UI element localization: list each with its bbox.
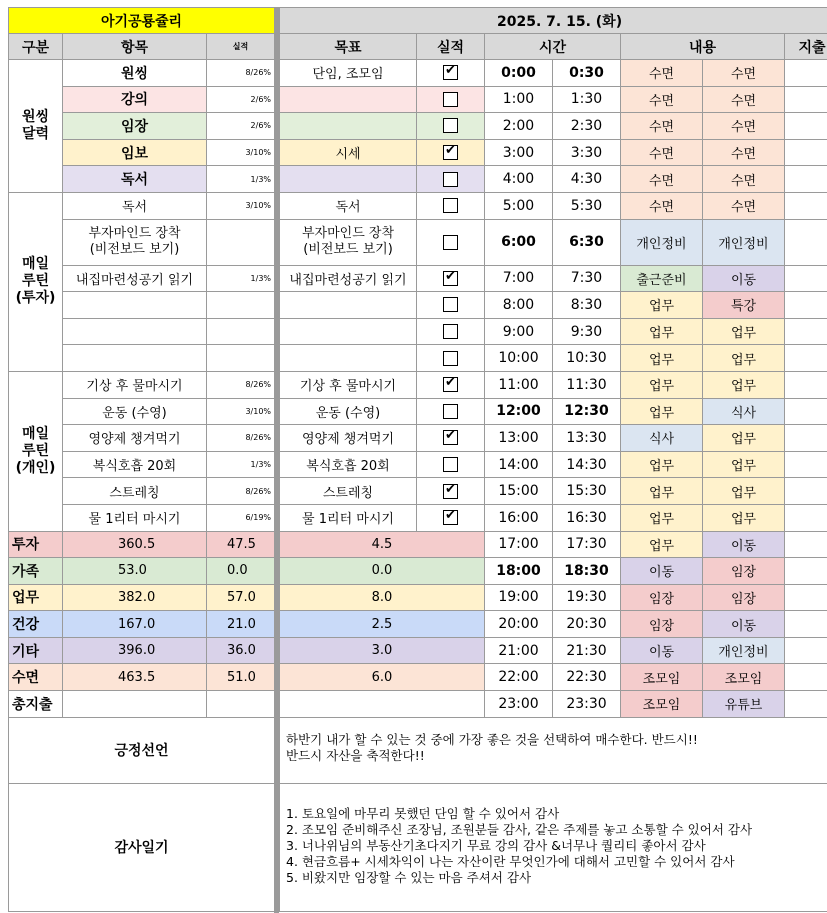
time-end: 7:30: [553, 265, 621, 292]
schedule-row: [280, 345, 827, 372]
result-checkbox-cell: [417, 292, 485, 319]
item-perf: 8/26%: [207, 478, 275, 505]
result-checkbox-cell: [417, 219, 485, 265]
schedule-row: [280, 478, 827, 505]
content-second-half[interactable]: 조모임: [703, 664, 785, 691]
category-total: 360.5: [63, 531, 207, 558]
content-first-half[interactable]: 조모임: [621, 691, 703, 718]
item-perf: 1/3%: [207, 166, 275, 193]
category-name: 기타: [9, 637, 63, 664]
time-end: 18:30: [553, 558, 621, 585]
checkbox[interactable]: [443, 484, 458, 499]
category-name: 수면: [9, 664, 63, 691]
content-second-half[interactable]: 업무: [703, 504, 785, 531]
category-goal-total: 3.0: [280, 637, 485, 664]
spend-cell[interactable]: [785, 611, 827, 638]
spend-cell[interactable]: [785, 691, 827, 718]
category-total: 396.0: [63, 637, 207, 664]
checkbox[interactable]: [443, 198, 458, 213]
content-second-half[interactable]: 개인정비: [703, 219, 785, 265]
time-start: 3:00: [485, 139, 553, 166]
category-goal-total: 6.0: [280, 664, 485, 691]
goal-text[interactable]: 독서: [280, 192, 417, 219]
schedule-row: [280, 113, 827, 140]
result-checkbox-cell: [417, 345, 485, 372]
time-start: 14:00: [485, 451, 553, 478]
checkbox[interactable]: [443, 92, 458, 107]
checkbox[interactable]: [443, 404, 458, 419]
goal-text[interactable]: 부자마인드 장착 (비전보드 보기): [280, 219, 417, 265]
category-daily: 47.5: [207, 531, 275, 558]
gratitude-item: 1. 토요일에 마무리 못했던 단임 할 수 있어서 감사: [286, 805, 560, 821]
result-checkbox-cell: [417, 166, 485, 193]
goal-text[interactable]: 물 1리터 마시기: [280, 504, 417, 531]
category-total: 382.0: [63, 584, 207, 611]
group-label: 매일 루틴 (개인): [9, 371, 63, 531]
content-first-half[interactable]: 임장: [621, 611, 703, 638]
item-perf: 3/10%: [207, 192, 275, 219]
spend-cell[interactable]: [785, 531, 827, 558]
schedule-row: [280, 691, 827, 718]
item-label: 독서: [63, 192, 207, 219]
content-first-half[interactable]: 수면: [621, 192, 703, 219]
goal-text[interactable]: [280, 166, 417, 193]
category-daily: 36.0: [207, 637, 275, 664]
header-item: 항목: [63, 34, 207, 60]
category-row: [9, 691, 275, 718]
schedule-row: [280, 425, 827, 452]
time-start: 16:00: [485, 504, 553, 531]
schedule-row: [280, 86, 827, 113]
time-end: 15:30: [553, 478, 621, 505]
content-second-half[interactable]: 업무: [703, 345, 785, 372]
time-start: 13:00: [485, 425, 553, 452]
time-start: 2:00: [485, 113, 553, 140]
result-checkbox-cell: [417, 139, 485, 166]
result-checkbox-cell: [417, 478, 485, 505]
category-daily: 51.0: [207, 664, 275, 691]
result-checkbox-cell: [417, 504, 485, 531]
content-first-half[interactable]: 출근준비: [621, 265, 703, 292]
goal-text[interactable]: 내집마련성공기 읽기: [280, 265, 417, 292]
goal-text[interactable]: 복식호흡 20회: [280, 451, 417, 478]
header-content: 내용: [621, 34, 785, 60]
time-end: 1:30: [553, 86, 621, 113]
time-start: 18:00: [485, 558, 553, 585]
time-end: 16:30: [553, 504, 621, 531]
goal-text[interactable]: [280, 113, 417, 140]
checkbox[interactable]: [443, 65, 458, 80]
category-total: 167.0: [63, 611, 207, 638]
time-start: 11:00: [485, 371, 553, 398]
goal-text[interactable]: [280, 292, 417, 319]
spend-cell[interactable]: [785, 113, 827, 140]
time-end: 23:30: [553, 691, 621, 718]
item-label: [63, 318, 207, 345]
spend-cell[interactable]: [785, 664, 827, 691]
content-first-half[interactable]: 업무: [621, 531, 703, 558]
item-label: 물 1리터 마시기: [63, 504, 207, 531]
schedule-row: [280, 139, 827, 166]
time-start: 20:00: [485, 611, 553, 638]
item-label: 복식호흡 20회: [63, 451, 207, 478]
goal-text[interactable]: 기상 후 물마시기: [280, 371, 417, 398]
time-end: 3:30: [553, 139, 621, 166]
result-checkbox-cell: [417, 425, 485, 452]
item-perf: 8/26%: [207, 371, 275, 398]
spend-cell[interactable]: [785, 265, 827, 292]
schedule-row: [280, 398, 827, 425]
group-label: 원씽 달력: [9, 60, 63, 193]
category-goal-total: [280, 691, 485, 718]
content-first-half[interactable]: 이동: [621, 558, 703, 585]
checkbox[interactable]: [443, 510, 458, 525]
item-label: 원씽: [63, 60, 207, 87]
item-label: 강의: [63, 86, 207, 113]
item-perf: 6/19%: [207, 504, 275, 531]
result-checkbox-cell: [417, 265, 485, 292]
time-start: 4:00: [485, 166, 553, 193]
schedule-row: [280, 531, 827, 558]
time-start: 1:00: [485, 86, 553, 113]
category-total: 53.0: [63, 558, 207, 585]
time-end: 8:30: [553, 292, 621, 319]
content-second-half[interactable]: 수면: [703, 60, 785, 87]
result-checkbox-cell: [417, 398, 485, 425]
header-time: 시간: [485, 34, 621, 60]
schedule-row: [280, 265, 827, 292]
content-first-half[interactable]: 수면: [621, 60, 703, 87]
category-row: [9, 558, 275, 585]
category-daily: 21.0: [207, 611, 275, 638]
schedule-row: [280, 637, 827, 664]
item-label: 운동 (수영): [63, 398, 207, 425]
result-checkbox-cell: [417, 451, 485, 478]
result-checkbox-cell: [417, 60, 485, 87]
goal-text[interactable]: [280, 318, 417, 345]
checkbox[interactable]: [443, 377, 458, 392]
category-row: [9, 584, 275, 611]
category-total: 463.5: [63, 664, 207, 691]
time-start: 12:00: [485, 398, 553, 425]
item-label: 임보: [63, 139, 207, 166]
schedule-row: [280, 584, 827, 611]
gratitude-label: 감사일기: [9, 783, 275, 911]
time-end: 19:30: [553, 584, 621, 611]
schedule-row: [280, 611, 827, 638]
time-end: 22:30: [553, 664, 621, 691]
result-checkbox-cell: [417, 192, 485, 219]
schedule-row: [280, 504, 827, 531]
content-second-half[interactable]: 임장: [703, 558, 785, 585]
time-start: 7:00: [485, 265, 553, 292]
item-label: 기상 후 물마시기: [63, 371, 207, 398]
schedule-row: [280, 451, 827, 478]
gratitude-item: 2. 조모임 준비해주신 조장님, 조원분들 감사, 같은 주제를 놓고 소통할 수 있어서 감사: [286, 821, 753, 837]
content-second-half[interactable]: 이동: [703, 531, 785, 558]
time-end: 21:30: [553, 637, 621, 664]
goal-text[interactable]: 시세: [280, 139, 417, 166]
time-start: 17:00: [485, 531, 553, 558]
header-goal: 목표: [280, 34, 417, 60]
time-end: 10:30: [553, 345, 621, 372]
time-start: 9:00: [485, 318, 553, 345]
spend-cell[interactable]: [785, 398, 827, 425]
schedule-row: [280, 318, 827, 345]
sheet-title: 아기공룡쥴리: [9, 8, 275, 34]
content-second-half[interactable]: 수면: [703, 113, 785, 140]
schedule-row: [280, 60, 827, 87]
checkbox[interactable]: [443, 430, 458, 445]
spend-cell[interactable]: [785, 318, 827, 345]
content-second-half[interactable]: 유튜브: [703, 691, 785, 718]
item-label: 영양제 챙겨먹기: [63, 425, 207, 452]
item-perf: 2/6%: [207, 86, 275, 113]
category-goal-total: 8.0: [280, 584, 485, 611]
category-goal-total: 2.5: [280, 611, 485, 638]
content-first-half[interactable]: 업무: [621, 345, 703, 372]
right-panel: [279, 7, 827, 912]
category-row: [9, 531, 275, 558]
item-perf: [207, 345, 275, 372]
time-end: 4:30: [553, 166, 621, 193]
time-start: 0:00: [485, 60, 553, 87]
category-daily: 0.0: [207, 558, 275, 585]
content-second-half[interactable]: 개인정비: [703, 637, 785, 664]
schedule-row: [280, 192, 827, 219]
spend-cell[interactable]: [785, 478, 827, 505]
time-end: 12:30: [553, 398, 621, 425]
schedule-row: [280, 219, 827, 265]
time-start: 22:00: [485, 664, 553, 691]
content-first-half[interactable]: 업무: [621, 371, 703, 398]
time-end: 2:30: [553, 113, 621, 140]
content-second-half[interactable]: 수면: [703, 192, 785, 219]
category-name: 투자: [9, 531, 63, 558]
content-second-half[interactable]: 임장: [703, 584, 785, 611]
content-first-half[interactable]: 수면: [621, 166, 703, 193]
content-first-half[interactable]: 업무: [621, 318, 703, 345]
category-row: [9, 611, 275, 638]
time-start: 5:00: [485, 192, 553, 219]
checkbox[interactable]: [443, 235, 458, 250]
time-end: 17:30: [553, 531, 621, 558]
content-second-half[interactable]: 이동: [703, 611, 785, 638]
time-end: 0:30: [553, 60, 621, 87]
goal-text[interactable]: [280, 86, 417, 113]
result-checkbox-cell: [417, 113, 485, 140]
time-end: 9:30: [553, 318, 621, 345]
spend-cell[interactable]: [785, 451, 827, 478]
content-second-half[interactable]: 이동: [703, 265, 785, 292]
header-group: 구분: [9, 34, 63, 60]
category-total: [63, 691, 207, 718]
left-row: [9, 371, 275, 398]
content-first-half[interactable]: 업무: [621, 451, 703, 478]
item-perf: 3/10%: [207, 398, 275, 425]
time-end: 13:30: [553, 425, 621, 452]
item-label: 내집마련성공기 읽기: [63, 265, 207, 292]
content-first-half[interactable]: 식사: [621, 425, 703, 452]
content-first-half[interactable]: 수면: [621, 86, 703, 113]
item-perf: 1/3%: [207, 265, 275, 292]
goal-text[interactable]: 영양제 챙겨먹기: [280, 425, 417, 452]
result-checkbox-cell: [417, 86, 485, 113]
checkbox[interactable]: [443, 324, 458, 339]
content-second-half[interactable]: 업무: [703, 371, 785, 398]
content-first-half[interactable]: 수면: [621, 113, 703, 140]
content-first-half[interactable]: 업무: [621, 292, 703, 319]
item-perf: 1/3%: [207, 451, 275, 478]
spend-cell[interactable]: [785, 166, 827, 193]
gratitude-list: [280, 783, 827, 911]
content-first-half[interactable]: 업무: [621, 398, 703, 425]
group-label: 매일 루틴 (투자): [9, 192, 63, 371]
time-start: 23:00: [485, 691, 553, 718]
item-perf: 3/10%: [207, 139, 275, 166]
checkbox[interactable]: [443, 118, 458, 133]
spend-cell[interactable]: [785, 192, 827, 219]
content-second-half[interactable]: 식사: [703, 398, 785, 425]
sheet-date: 2025. 7. 15. (화): [280, 8, 827, 34]
spend-cell[interactable]: [785, 558, 827, 585]
goal-text[interactable]: 스트레칭: [280, 478, 417, 505]
spend-cell[interactable]: [785, 637, 827, 664]
goal-text[interactable]: 단임, 조모임: [280, 60, 417, 87]
content-first-half[interactable]: 업무: [621, 504, 703, 531]
gratitude-item: 5. 비왔지만 임장할 수 있는 마음 주셔서 감사: [286, 869, 532, 885]
spend-cell[interactable]: [785, 219, 827, 265]
content-first-half[interactable]: 수면: [621, 139, 703, 166]
category-name: 업무: [9, 584, 63, 611]
item-perf: 8/26%: [207, 425, 275, 452]
item-perf: 8/26%: [207, 60, 275, 87]
time-end: 5:30: [553, 192, 621, 219]
spend-cell[interactable]: [785, 504, 827, 531]
schedule-row: [280, 371, 827, 398]
content-first-half[interactable]: 업무: [621, 478, 703, 505]
item-label: 임장: [63, 113, 207, 140]
time-start: 6:00: [485, 219, 553, 265]
item-perf: [207, 292, 275, 319]
category-name: 건강: [9, 611, 63, 638]
schedule-row: [280, 292, 827, 319]
item-label: 독서: [63, 166, 207, 193]
left-panel: [8, 7, 275, 912]
spend-cell[interactable]: [785, 292, 827, 319]
spend-cell[interactable]: [785, 86, 827, 113]
item-label: 부자마인드 장착 (비전보드 보기): [63, 219, 207, 265]
time-end: 6:30: [553, 219, 621, 265]
category-goal-total: 4.5: [280, 531, 485, 558]
affirmation-text: 하반기 내가 할 수 있는 것 중에 가장 좋은 것을 선택하여 매수한다. 반드시!! 반드시 자산을 축적한다!!: [280, 717, 827, 783]
checkbox[interactable]: [443, 172, 458, 187]
time-start: 15:00: [485, 478, 553, 505]
content-second-half[interactable]: 특강: [703, 292, 785, 319]
header-perf: 실적: [207, 34, 275, 60]
gratitude-item: 3. 너나위님의 부동산기초다지기 무료 강의 감사 &너무나 퀄리티 좋아서 감사: [286, 837, 706, 853]
time-start: 19:00: [485, 584, 553, 611]
time-start: 8:00: [485, 292, 553, 319]
item-perf: [207, 318, 275, 345]
content-second-half[interactable]: 업무: [703, 425, 785, 452]
category-row: [9, 664, 275, 691]
header-result: 실적: [417, 34, 485, 60]
item-perf: [207, 219, 275, 265]
checkbox[interactable]: [443, 351, 458, 366]
result-checkbox-cell: [417, 318, 485, 345]
category-row: [9, 637, 275, 664]
content-first-half[interactable]: 임장: [621, 584, 703, 611]
content-second-half[interactable]: 업무: [703, 478, 785, 505]
checkbox[interactable]: [443, 271, 458, 286]
time-end: 14:30: [553, 451, 621, 478]
category-goal-total: 0.0: [280, 558, 485, 585]
checkbox[interactable]: [443, 457, 458, 472]
schedule-row: [280, 166, 827, 193]
category-name: 총지출: [9, 691, 63, 718]
item-perf: 2/6%: [207, 113, 275, 140]
content-second-half[interactable]: 수면: [703, 86, 785, 113]
content-second-half[interactable]: 수면: [703, 166, 785, 193]
goal-text[interactable]: [280, 345, 417, 372]
spend-cell[interactable]: [785, 371, 827, 398]
result-checkbox-cell: [417, 371, 485, 398]
item-label: [63, 345, 207, 372]
item-label: 스트레칭: [63, 478, 207, 505]
category-name: 가족: [9, 558, 63, 585]
affirmation-label: 긍정선언: [9, 717, 275, 783]
spend-cell[interactable]: [785, 345, 827, 372]
left-row: [9, 192, 275, 219]
header-spend: 지출: [785, 34, 827, 60]
content-second-half[interactable]: 수면: [703, 139, 785, 166]
time-end: 11:30: [553, 371, 621, 398]
spend-cell[interactable]: [785, 139, 827, 166]
left-row: [9, 60, 275, 87]
schedule-row: [280, 558, 827, 585]
checkbox[interactable]: [443, 297, 458, 312]
spend-cell[interactable]: [785, 584, 827, 611]
checkbox[interactable]: [443, 145, 458, 160]
time-end: 20:30: [553, 611, 621, 638]
content-first-half[interactable]: 조모임: [621, 664, 703, 691]
schedule-row: [280, 664, 827, 691]
goal-text[interactable]: 운동 (수영): [280, 398, 417, 425]
category-daily: 57.0: [207, 584, 275, 611]
gratitude-item: 4. 현금흐름+ 시세차익이 나는 자산이란 무엇인가에 대해서 고민할 수 있어서 감사: [286, 853, 735, 869]
time-start: 21:00: [485, 637, 553, 664]
item-label: [63, 292, 207, 319]
content-second-half[interactable]: 업무: [703, 318, 785, 345]
content-first-half[interactable]: 이동: [621, 637, 703, 664]
time-start: 10:00: [485, 345, 553, 372]
content-first-half[interactable]: 개인정비: [621, 219, 703, 265]
category-daily: [207, 691, 275, 718]
content-second-half[interactable]: 업무: [703, 451, 785, 478]
spend-cell[interactable]: [785, 425, 827, 452]
spend-cell[interactable]: [785, 60, 827, 87]
